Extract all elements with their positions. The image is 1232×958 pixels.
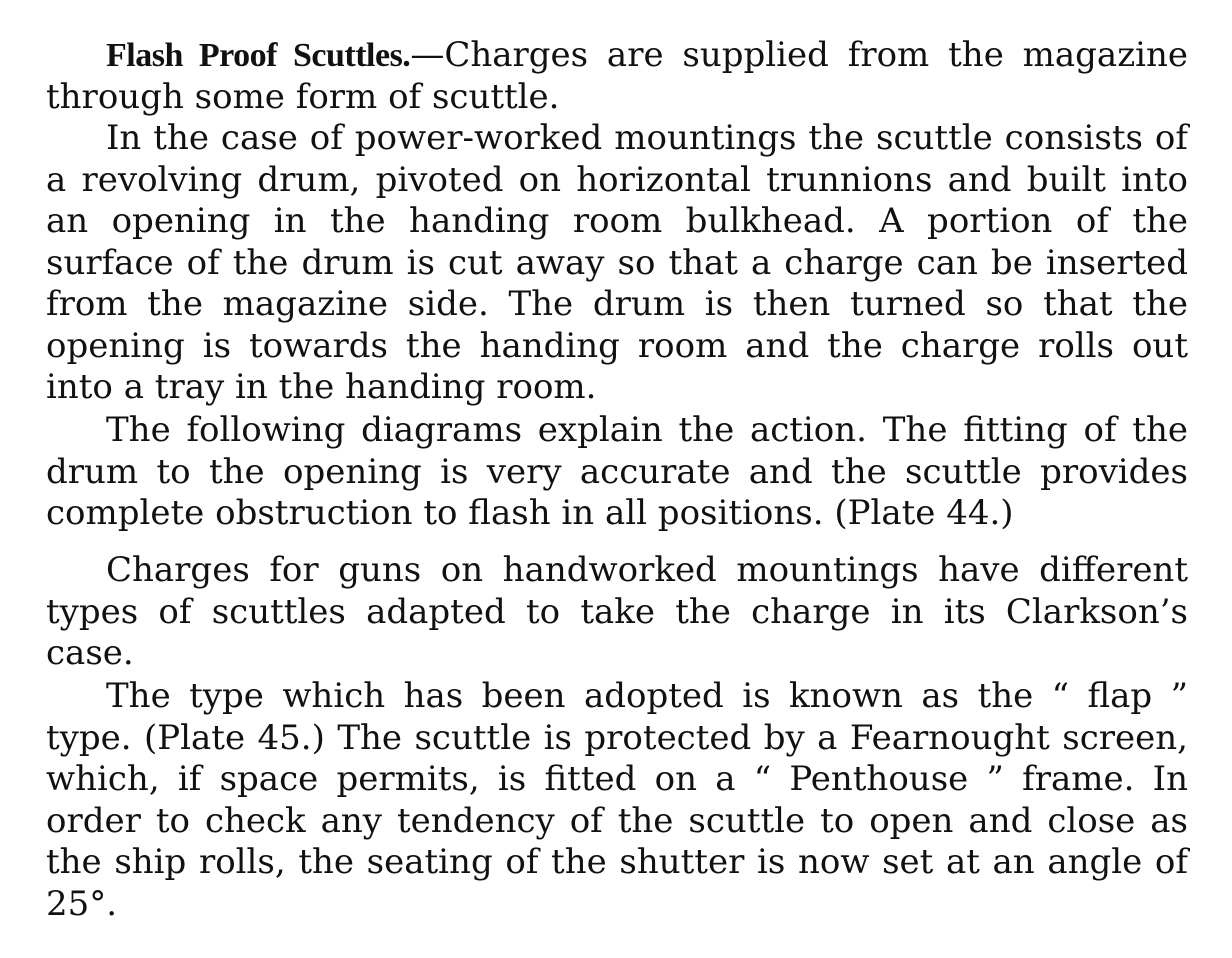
paragraph-handworked-mountings: Charges for guns on handworked mountings have different types of scuttles adapted to take the charge in its Clarkson’s case. [46, 550, 1188, 673]
paragraph-text: —Charges are supplied from the magazine through some form of scuttle. [46, 35, 1188, 117]
paragraph-power-worked-mountings: In the case of power-worked mountings the scuttle consists of a revolving drum, pivoted on horizontal trunnions and built into an opening in the handing room bulkhead. A portion of the surface of the drum is cut away so that a charge can be inserted from the magazine side. The drum is then turned so that the opening is towards the handing room and the charge rolls out into a tray in the handing room. [46, 118, 1188, 407]
section-heading: Flash Proof Scuttles. [106, 37, 411, 74]
paragraph-flash-proof-scuttles [46, 35, 1188, 118]
paragraph-flap-type: The type which has been adopted is known as the “ flap ” type. (Plate 45.) The scuttle is protected by a Fearnought screen, which, if space permits, is fitted on a “ Penthouse ” frame. In order to check any tendency of the scuttle to open and close as the ship rolls, the seating of the shutter is now set at an angle of 25°. [46, 676, 1188, 924]
paragraph-diagrams-explanation: The following diagrams explain the action. The fitting of the drum to the opening is very accurate and the scuttle provides complete obstruction to flash in all positions. (Plate 44.) [46, 410, 1188, 533]
